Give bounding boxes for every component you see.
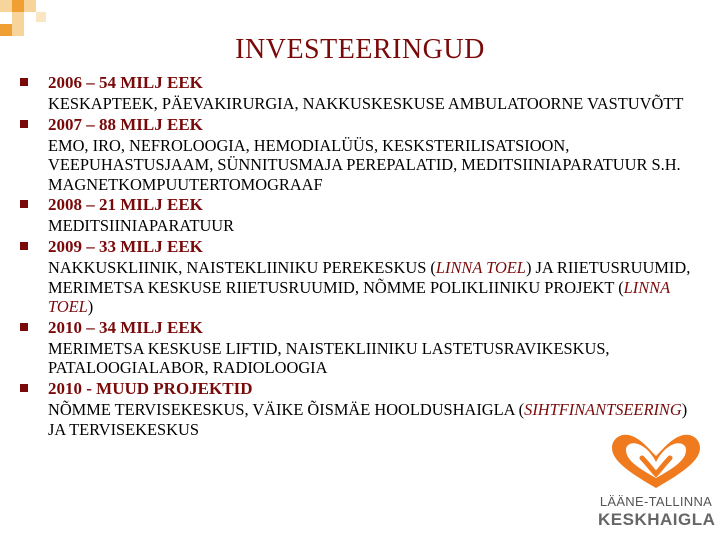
list-item	[18, 72, 698, 114]
item-body: MERIMETSA KESKUSE LIFTID, NAISTEKLIINIKU LASTETUSRAVIKESKUS, PATALOOGIALABOR, RADIOLOOGIA	[48, 338, 610, 378]
square-bullet-icon	[20, 242, 28, 250]
item-body: NAKKUSKLIINIK, NAISTEKLIINIKU PEREKESKUS (LINNA TOEL) JA RIIETUSRUUMID, MERIMETSA KESKUSE RIIETUSRUUMID, NÕMME POLIKLIINIKU PROJEKT (LINNA TOEL)	[48, 257, 691, 317]
heart-logo-icon	[598, 434, 714, 492]
square-bullet-icon	[20, 200, 28, 208]
emphasis-text: LINNA TOEL	[48, 277, 670, 317]
investment-list	[18, 72, 698, 439]
list-item	[18, 317, 698, 378]
list-item	[18, 378, 698, 439]
square-bullet-icon	[20, 323, 28, 331]
item-heading: 2006 – 54 MILJ EEK	[48, 73, 203, 92]
item-heading: 2009 – 33 MILJ EEK	[48, 236, 203, 256]
emphasis-text: SIHTFINANTSEERING	[524, 399, 682, 419]
square-bullet-icon	[20, 120, 28, 128]
slide-title: INVESTEERINGUD	[235, 34, 485, 65]
item-body: EMO, IRO, NEFROLOOGIA, HEMODIALÜÜS, KESKSTERILISATSIOON, VEEPUHASTUSJAAM, SÜNNITUSMAJA PEREPALATID, MEDITSIINIAPARATUUR S.H. MAGNETKOMPUUTERTOMOGRAAF	[48, 135, 681, 194]
item-body: MEDITSIINIAPARATUUR	[48, 216, 235, 236]
emphasis-text: LINNA TOEL	[435, 257, 526, 277]
logo-text-line1: LÄÄNE-TALLINNA	[599, 494, 713, 509]
square-bullet-icon	[20, 384, 28, 392]
item-heading: 2007 – 88 MILJ EEK	[48, 114, 203, 134]
item-heading: 2008 – 21 MILJ EEK	[48, 195, 203, 215]
item-heading: 2010 – 34 MILJ EEK	[48, 317, 203, 337]
item-heading: 2010 - MUUD PROJEKTID	[48, 378, 253, 398]
list-item	[18, 114, 698, 195]
logo-text-line2: KESKHAIGLA	[598, 510, 716, 529]
list-item	[18, 194, 698, 236]
hospital-logo	[598, 434, 714, 530]
item-body: NÕMME TERVISEKESKUS, VÄIKE ÕISMÄE HOOLDUSHAIGLA (SIHTFINANTSEERING) JA TERVISEKESKUS	[48, 399, 688, 439]
item-body: KESKAPTEEK, PÄEVAKIRURGIA, NAKKUSKESKUSE AMBULATOORNE VASTUVÕTT	[48, 94, 684, 113]
square-bullet-icon	[20, 78, 28, 86]
list-item	[18, 236, 698, 317]
